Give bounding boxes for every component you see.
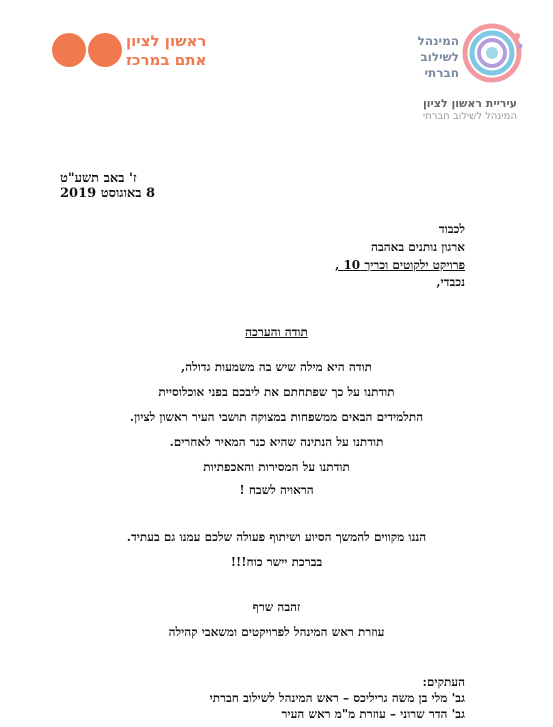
logo-text-line2: אתם במרכז — [126, 51, 207, 69]
logo-text-line1: ראשון לציון — [126, 32, 207, 50]
copies-item: גב' הדר שרוני – עוזרת מ"מ ראש העיר — [281, 707, 465, 721]
body-line: תודה היא מילה שיש בה משמעות גדולה, — [181, 360, 372, 374]
gregorian-date: 8 באוגוסט 2019 — [60, 186, 156, 201]
logo-line-1: המינהל — [417, 34, 459, 48]
recipient-line-2: ארגון נותנים באהבה — [371, 240, 465, 254]
body-line: תודתנו על הנתינה שהיא כנר המאיר לאחרים. — [169, 435, 384, 449]
tree-emblem-icon — [88, 33, 122, 67]
signature-title: עוזרת ראש המינהל לפרויקטים ומשאבי קהילה — [168, 625, 385, 639]
logo-line-2: לשילוב — [420, 50, 459, 64]
salutation: נכבדי, — [436, 275, 465, 289]
copies-item: גב' מלי בן משה גריליכס – ראש המינהל לשילוב חברתי — [209, 691, 465, 705]
subject-heading: תודה והערכה — [245, 325, 308, 339]
recipient-line-1: לכבוד — [438, 222, 465, 236]
closing-line: בברכת יישר כוח!!! — [230, 555, 323, 569]
body-line: תודתנו על כך שפתחתם את ליבכם בפני אוכלוסיית — [158, 385, 395, 399]
body-line: תודתנו על המסירות והאכפתיות — [203, 460, 350, 474]
municipality-name: עיריית ראשון לציון — [423, 97, 517, 110]
closing-line: הננו מקווים להמשך הסיוע ושיתוף פעולה שלכם עמנו גם בעתיד. — [126, 530, 427, 544]
city-emblem-icon — [52, 33, 86, 67]
social-integration-logo — [411, 20, 521, 95]
body-line: הראויה לשבח ! — [239, 483, 314, 497]
hebrew-date: ז' באב תשע"ט — [60, 171, 137, 186]
municipality-subtitle: המינהל לשילוב חברתי — [422, 111, 517, 119]
copies-heading: העתקים: — [422, 675, 465, 689]
body-line: התלמידים הבאים ממשפחות במצוקה תושבי העיר ראשון לציון. — [129, 410, 424, 424]
spiral-logo-icon — [461, 22, 523, 84]
signature-name: זהבה שרף — [252, 600, 301, 614]
logo-line-3: חברתי — [424, 66, 459, 80]
recipient-line-3: פרויקט ילקוטים וכריך 10 , — [335, 258, 465, 272]
rishon-lezion-logo — [52, 32, 207, 72]
